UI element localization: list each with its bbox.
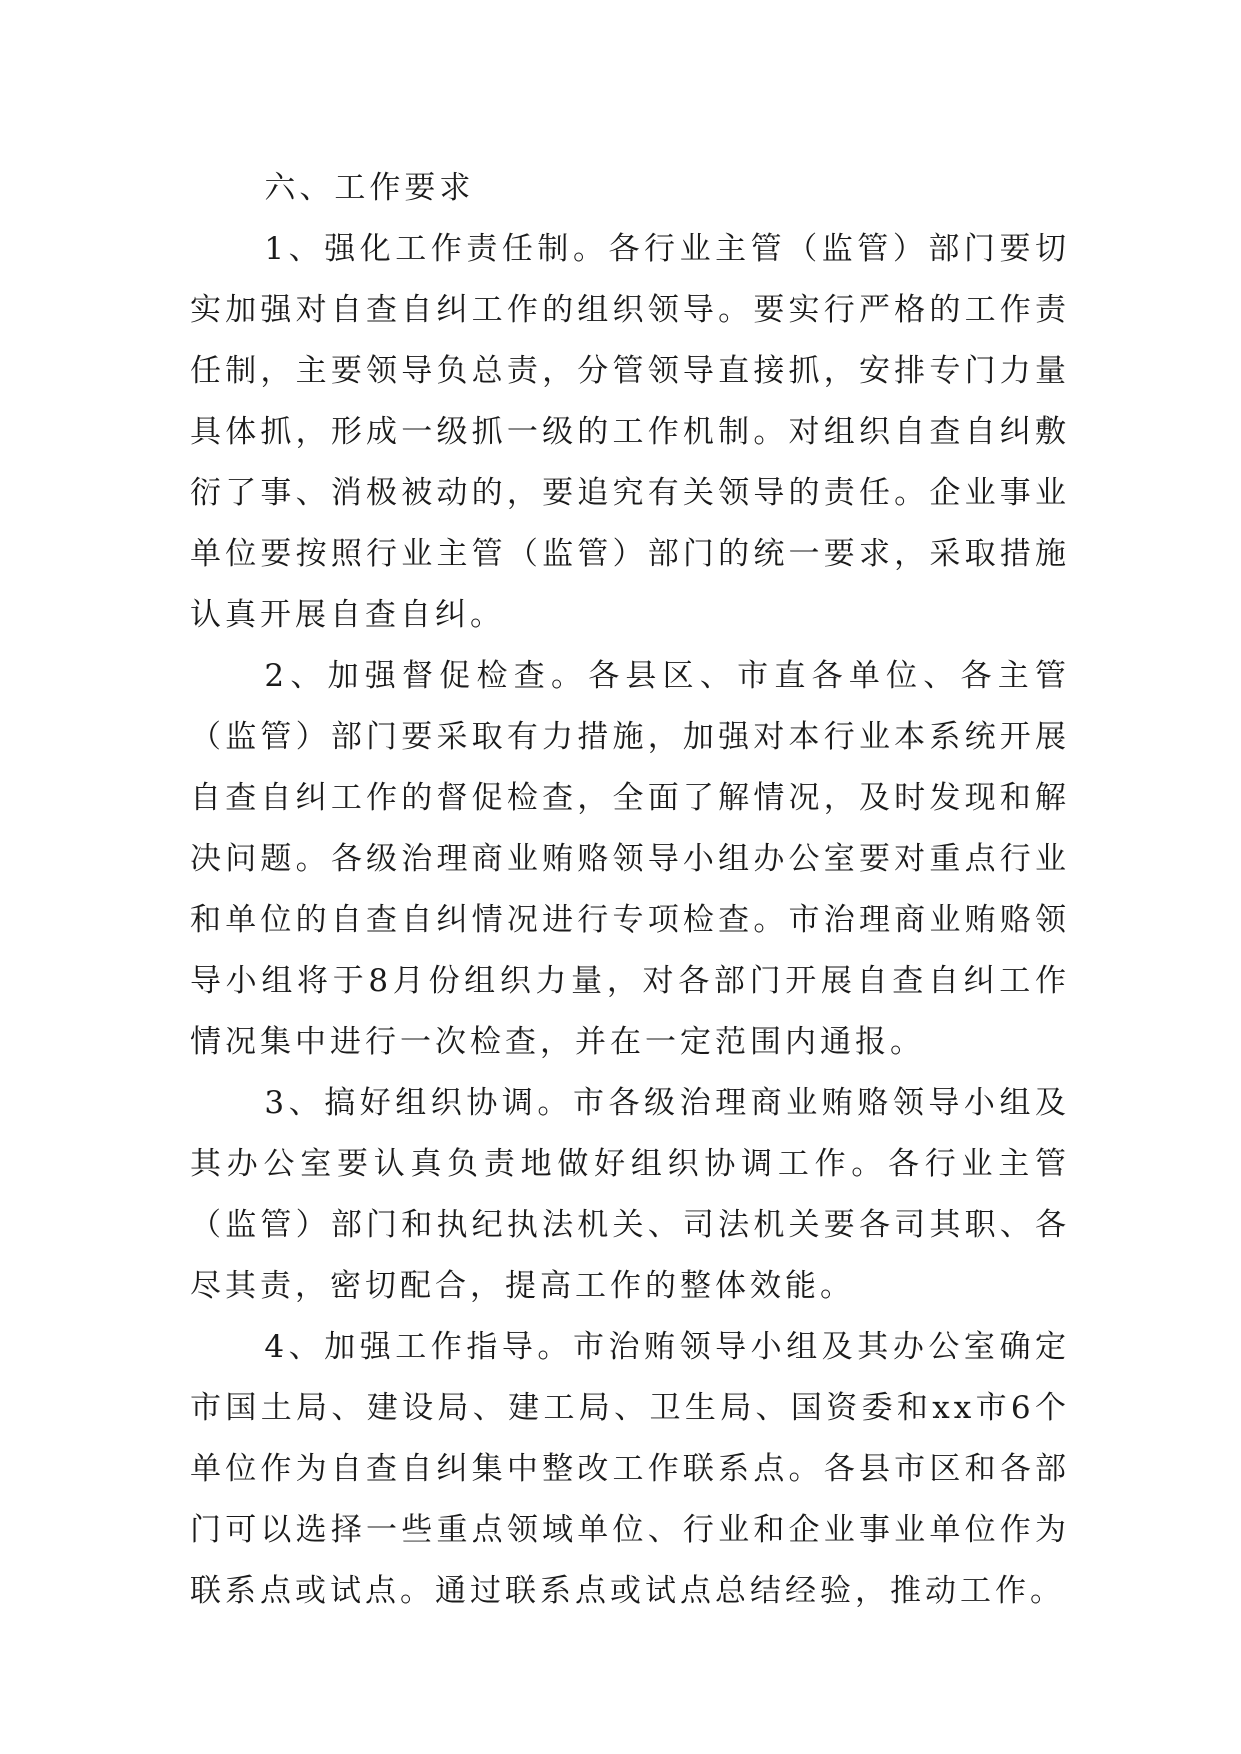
paragraph-3: 3、搞好组织协调。市各级治理商业贿赂领导小组及其办公室要认真负责地做好组织协调工作。各行业主管（监管）部门和执纪执法机关、司法机关要各司其职、各尽其责，密切配合，提高工作的整体效能。 bbox=[190, 1085, 1070, 1304]
paragraph-2: 2、加强督促检查。各县区、市直各单位、各主管（监管）部门要采取有力措施，加强对本行业本系统开展自查自纠工作的督促检查，全面了解情况，及时发现和解决问题。各级治理商业贿赂领导小组办公室要对重点行业和单位的自查自纠情况进行专项检查。市治理商业贿赂领导小组将于8月份组织力量，对各部门开展自查自纠工作情况集中进行一次检查，并在一定范围内通报。 bbox=[190, 658, 1070, 1060]
document-body bbox=[190, 158, 1070, 1622]
paragraph-1: 1、强化工作责任制。各行业主管（监管）部门要切实加强对自查自纠工作的组织领导。要实行严格的工作责任制，主要领导负总责，分管领导直接抓，安排专门力量具体抓，形成一级抓一级的工作机制。对组织自查自纠敷衍了事、消极被动的，要追究有关领导的责任。企业事业单位要按照行业主管（监管）部门的统一要求，采取措施认真开展自查自纠。 bbox=[190, 231, 1070, 633]
paragraph-4: 4、加强工作指导。市治贿领导小组及其办公室确定市国土局、建设局、建工局、卫生局、国资委和xx市6个单位作为自查自纠集中整改工作联系点。各县市区和各部门可以选择一些重点领域单位、行业和企业事业单位作为联系点或试点。通过联系点或试点总结经验，推动工作。 bbox=[190, 1329, 1070, 1609]
section-heading: 六、工作要求 bbox=[264, 170, 475, 206]
